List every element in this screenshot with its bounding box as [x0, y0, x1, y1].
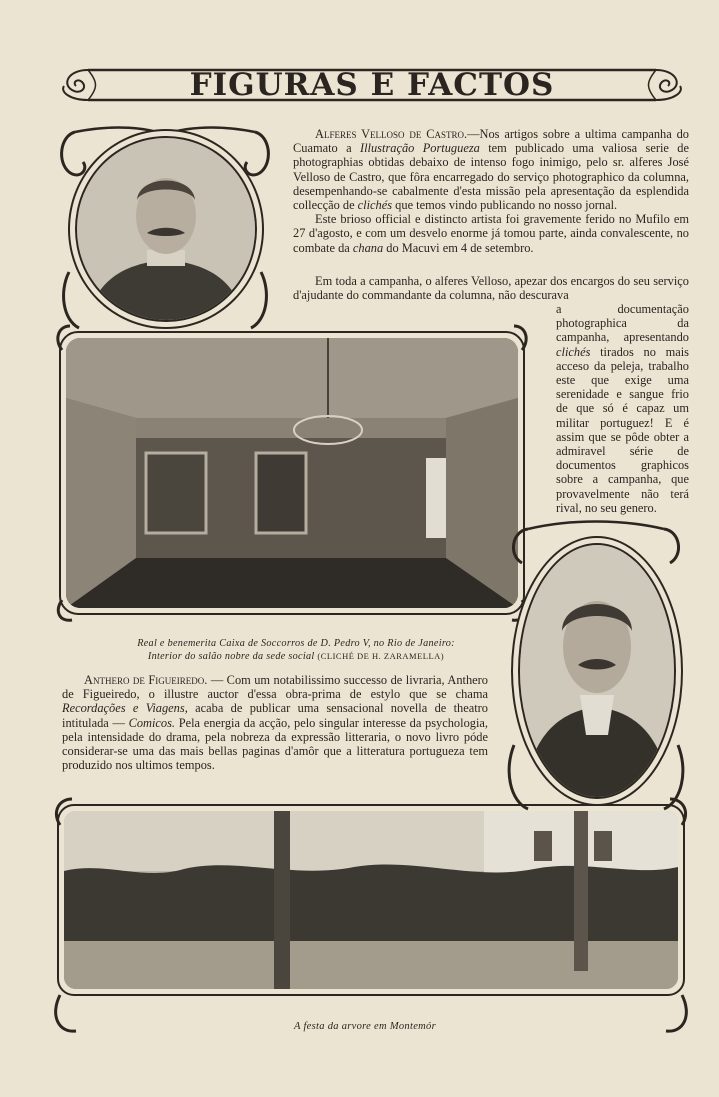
- article-figueiredo-heading: Anthero de Figueiredo.: [84, 673, 208, 687]
- article-velloso-text-2: tem publicado uma valiosa serie de photographias obtidas debaixo de intenso fogo inimigo, pelo sr. alferes José Velloso de Castro, que fôra encarregado do serviço photographico da columna, desempenhando-se cabalmente d'esta missão pela apresentação da esplendida collecção de: [293, 141, 689, 213]
- salon-photo-frame: [52, 320, 532, 625]
- article-figueiredo-text-2: acaba de publicar uma sensacional novella de theatro intitulada —: [62, 701, 489, 730]
- article-velloso-p2-emph: chana: [352, 240, 384, 255]
- article-figueiredo-text-3: Pela energia da acção, pelo singular interesse da psychologia, pela intensidade do drama, pela nobreza da expressão litteraria, o novo livro póde considerar-se uma das mais bellas paginas d'amôr que a litteratura portugueza tem produzido nos ultimos tempos.: [62, 715, 489, 773]
- festa-arvore-image: [64, 811, 678, 989]
- portrait-photo-figueiredo: [518, 543, 676, 799]
- article-velloso-heading: Alferes Velloso de Castro.: [315, 127, 468, 141]
- article-velloso-emph-2: clichés: [357, 198, 393, 213]
- festa-photo: [64, 811, 678, 989]
- article-figueiredo: [62, 673, 488, 772]
- article-velloso-p3-wide: Em toda a campanha, o alferes Velloso, apezar dos encargos do seu serviço d'ajudante do commandante da columna, não descurava: [293, 274, 689, 302]
- portrait-figueiredo-image: [520, 545, 674, 797]
- header-banner: [58, 62, 686, 108]
- article-velloso-p3-narrow: [556, 302, 689, 528]
- portrait-velloso-image: [77, 138, 255, 320]
- salon-caption-credit: (CLICHÉ DE H. ZARAMELLA): [317, 651, 445, 661]
- article-figueiredo-emph1: Recordações e Viagens,: [62, 701, 188, 716]
- article-velloso-text: —Nos artigos sobre a ultima campanha do Cuamato a: [293, 127, 689, 156]
- portrait-frame-velloso: [55, 122, 275, 334]
- article-velloso-upper: [293, 127, 689, 255]
- article-velloso-p2-end: do Macuvi em 4 de setembro.: [383, 240, 534, 255]
- article-velloso-p3-end: tirados no mais acceso da peleja, trabalho este que exige uma serenidade e sangue frio de que só é capaz um militar portuguez! E é assim que se pôde obter a admiravel série de documentos graphicos sobre a campanha, que provavelmente não terá rival, no seu genero.: [556, 344, 689, 515]
- salon-caption: [62, 638, 530, 663]
- page-title: FIGURAS E FACTOS: [189, 67, 555, 103]
- article-figueiredo-text: — Com um notabilissimo successo de livraria, Anthero de Figueiredo, o illustre auctor d'essa obra-prima de estylo que se chama: [62, 673, 489, 702]
- festa-photo-frame: [50, 795, 692, 1037]
- portrait-frame-figueiredo: [500, 515, 692, 815]
- article-velloso-p3-continued: a documentação photographica da campanha, apresentando: [556, 302, 689, 345]
- salon-caption-line2: Interior do salão nobre da sede social: [147, 651, 315, 662]
- article-velloso-p3-emph: clichés: [556, 344, 591, 359]
- article-velloso-p2: Este brioso official e distincto artista foi gravemente ferido no Mufilo em 27 d'agosto, e com um desvelo enorme já tomou parte, ainda convalescente, no combate da: [293, 212, 689, 255]
- article-velloso-emph: Illustração Portugueza: [359, 141, 480, 156]
- festa-caption: [200, 1021, 530, 1033]
- article-velloso-text-3: que temos vindo publicando no nosso jornal.: [392, 198, 618, 213]
- article-figueiredo-emph2: Comicos.: [128, 715, 176, 730]
- salon-caption-line1: Real e benemerita Caixa de Soccorros de D. Pedro V, no Rio de Janeiro:: [137, 638, 455, 649]
- salon-interior-image: [66, 338, 518, 608]
- festa-caption-text: A festa da arvore em Montemór: [294, 1021, 436, 1032]
- portrait-photo-velloso: [75, 136, 257, 322]
- salon-photo: [66, 338, 518, 608]
